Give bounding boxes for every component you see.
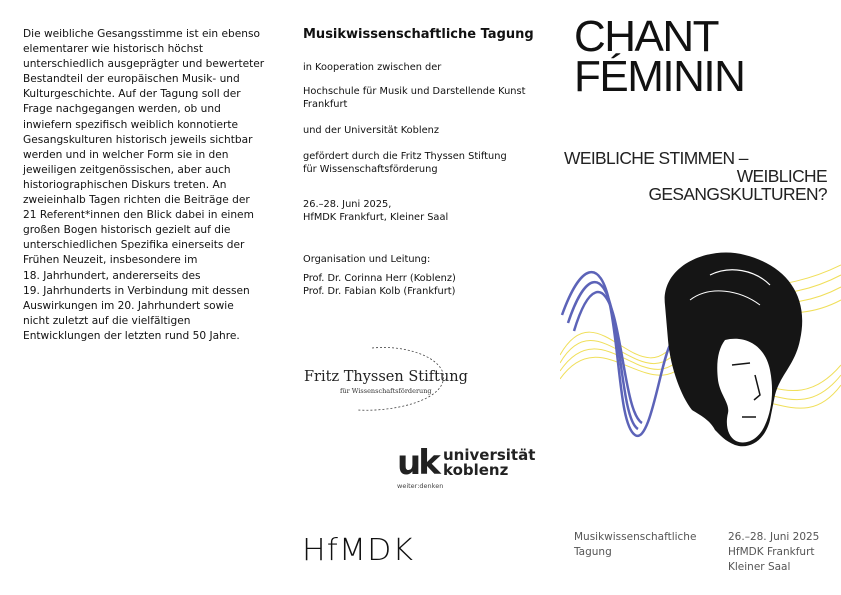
conference-type-title: Musikwissenschaftliche Tagung [303, 27, 534, 42]
footer-date-venue: 26.–28. Juni 2025 HfMDK Frankfurt Kleiner Saal [728, 531, 820, 573]
uk-tagline: weiter:denken [397, 482, 444, 490]
university-koblenz-logo [395, 444, 545, 490]
partner-koblenz: und der Universität Koblenz [303, 125, 439, 136]
footer-event-type: Musikwissenschaftliche Tagung [574, 531, 697, 558]
organisation-label: Organisation und Leitung: [303, 254, 431, 265]
hero-subtitle-line1: WEIBLICHE STIMMEN – [564, 148, 748, 168]
blue-wave [562, 272, 670, 436]
middle-panel [280, 0, 560, 595]
uk-wordmark: universität koblenz [443, 446, 536, 479]
portrait-illustration [560, 245, 841, 470]
hero-title: CHANT FÉMININ [574, 12, 745, 101]
hfmdk-logo: HfMDK [302, 533, 415, 568]
hero-subtitle-rest: WEIBLICHE GESANGSKULTUREN? [648, 166, 827, 204]
funding-line: gefördert durch die Fritz Thyssen Stiftung für Wissenschaftsförderung [303, 151, 507, 175]
partner-hfmdk: Hochschule für Musik und Darstellende Kunst Frankfurt [303, 86, 526, 110]
hero-subtitle [562, 131, 827, 203]
fts-name: Fritz Thyssen Stiftung [304, 369, 468, 385]
date-venue: 26.–28. Juni 2025, HfMDK Frankfurt, Kleiner Saal [303, 199, 449, 223]
uk-monogram: uk [397, 443, 438, 483]
fritz-thyssen-logo [302, 342, 468, 416]
intro-paragraph: Die weibliche Gesangsstimme ist ein ebenso elementarer wie historisch höchst unterschiedlich ausgeprägter und bewerteter Bestandteil der europäischen Musik- und Kulturgeschichte. Auf der Tagung soll der Frage nachgegangen werden, ob und inwiefern spezifisch weiblich konnotierte Gesangskulturen historisch jeweils sichtbar werden und in welcher Form sie in den jeweiligen zeitgenössischen, aber auch historiographischen Diskurs treten. An zweieinhalb Tagen richten die Beiträge der 21 Referent*innen den Blick dabei in einem großen Bogen historisch gezielt auf die unterschiedlichen Spezifika einerseits der Frühen Neuzeit, insbesondere im 18. Jahrhundert, andererseits des 19. Jahrhunderts in Verbindung mit dessen Auswirkungen im 20. Jahrhundert sowie nicht zuletzt auf die vielfältigen Entwicklungen der letzten rund 50 Jahre. [23, 28, 265, 342]
cooperation-line: in Kooperation zwischen der [303, 62, 442, 73]
organisers: Prof. Dr. Corinna Herr (Koblenz) Prof. Dr. Fabian Kolb (Frankfurt) [303, 273, 456, 297]
left-panel [0, 0, 280, 595]
singer-head [665, 252, 803, 446]
fts-subtitle: für Wissenschaftsförderung [340, 387, 432, 395]
cover-panel [560, 0, 841, 595]
